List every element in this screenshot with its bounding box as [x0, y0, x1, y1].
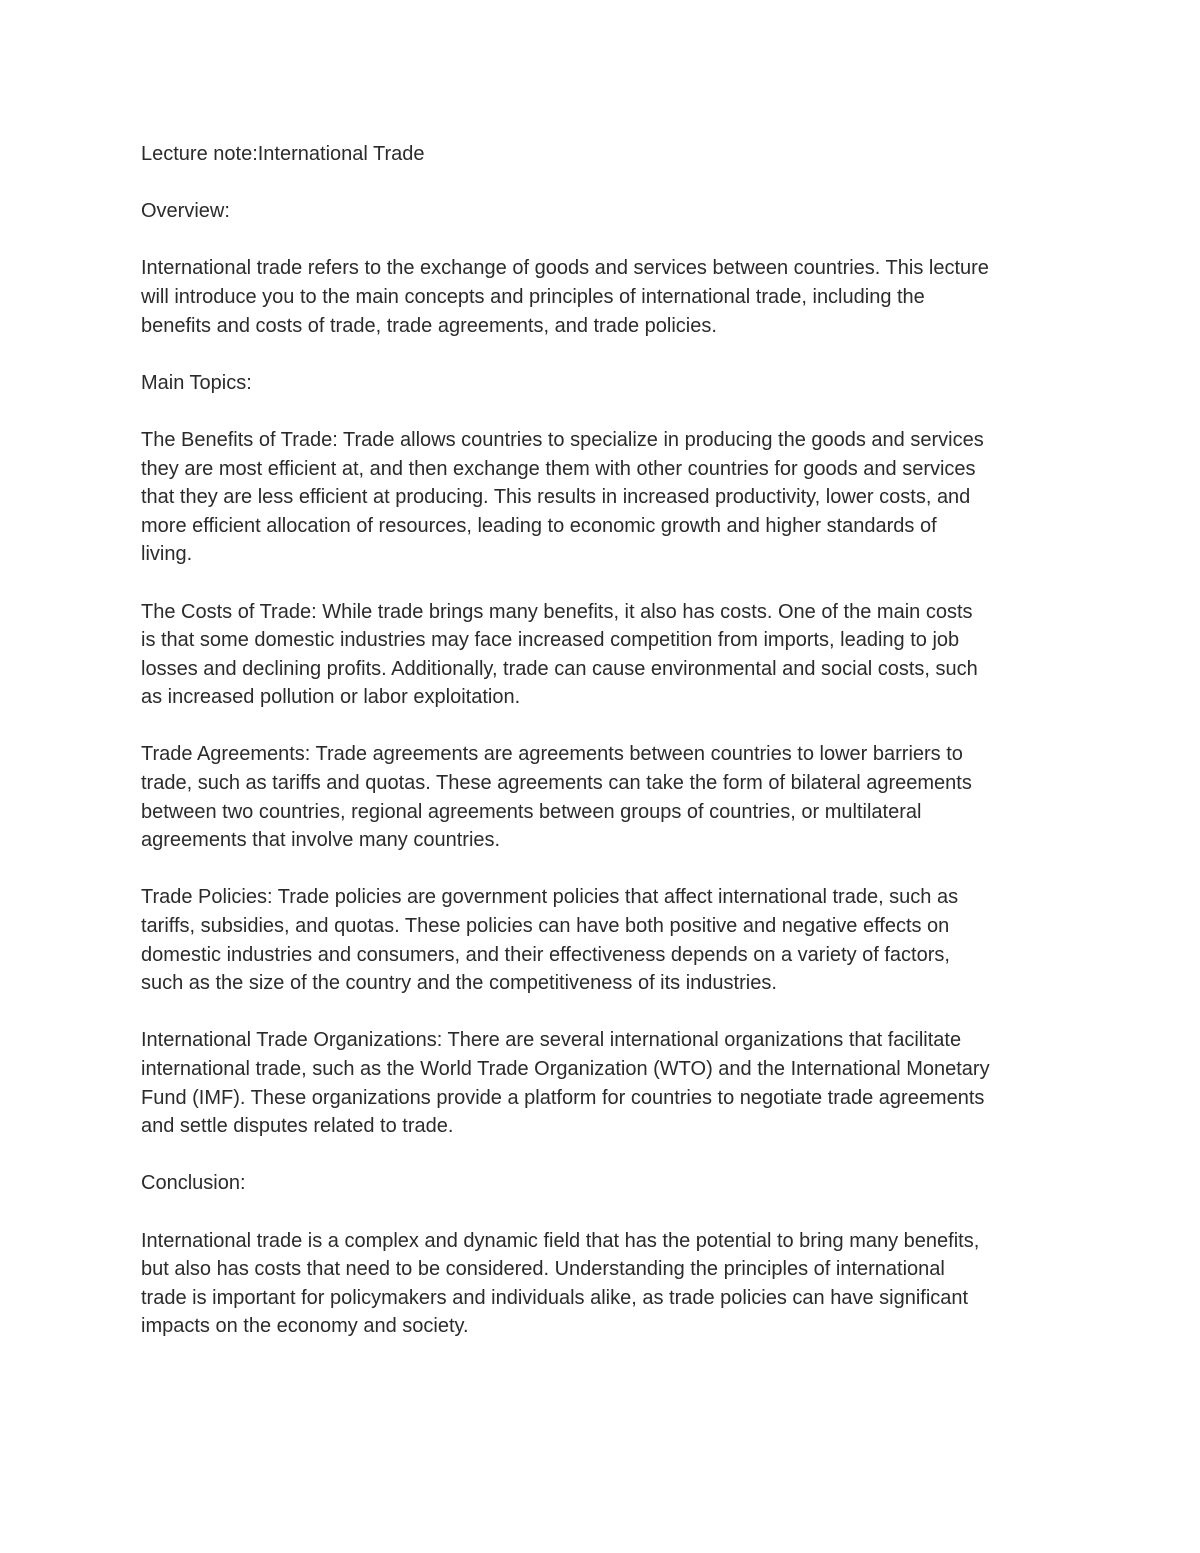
paragraph-line: losses and declining profits. Additionally, trade can cause environmental and social costs, such: [141, 657, 978, 680]
paragraph-line: The Benefits of Trade: Trade allows countries to specialize in producing the goods and services: [141, 428, 984, 451]
paragraph-line: domestic industries and consumers, and their effectiveness depends on a variety of factors,: [141, 943, 950, 966]
paragraph-line: and settle disputes related to trade.: [141, 1115, 454, 1138]
overview-paragraph: [141, 254, 1071, 340]
paragraph-line: International trade is a complex and dynamic field that has the potential to bring many benefits,: [141, 1229, 980, 1252]
paragraph-line: that they are less efficient at producing. This results in increased productivity, lower costs, and: [141, 486, 971, 509]
paragraph-line: they are most efficient at, and then exchange them with other countries for goods and services: [141, 457, 976, 480]
topic-trade-agreements: [141, 740, 1071, 854]
paragraph-line: will introduce you to the main concepts and principles of international trade, including the: [141, 285, 925, 308]
overview-heading-block: [141, 197, 1071, 226]
paragraph-line: International Trade Organizations: There are several international organizations that facilitate: [141, 1029, 962, 1052]
document-page: [141, 140, 1071, 1370]
paragraph-line: benefits and costs of trade, trade agreements, and trade policies.: [141, 314, 717, 337]
topic-trade-policies: [141, 883, 1071, 997]
paragraph-line: Fund (IMF). These organizations provide a platform for countries to negotiate trade agreements: [141, 1086, 985, 1109]
topic-benefits-of-trade: [141, 426, 1071, 569]
paragraph-line: trade is important for policymakers and individuals alike, as trade policies can have significant: [141, 1286, 969, 1309]
overview-heading: Overview:: [141, 200, 230, 223]
document-title: Lecture note:International Trade: [141, 143, 425, 165]
document-title-block: [141, 140, 1071, 169]
paragraph-line: more efficient allocation of resources, leading to economic growth and higher standards of: [141, 514, 937, 537]
main-topics-heading: Main Topics:: [141, 371, 252, 394]
paragraph-line: Trade Policies: Trade policies are government policies that affect international trade, such as: [141, 886, 959, 909]
paragraph-line: living.: [141, 543, 193, 566]
paragraph-line: agreements that involve many countries.: [141, 829, 501, 852]
paragraph-line: international trade, such as the World Trade Organization (WTO) and the International Monetary: [141, 1058, 990, 1080]
paragraph-line: as increased pollution or labor exploitation.: [141, 686, 521, 709]
conclusion-heading: Conclusion:: [141, 1172, 246, 1195]
paragraph-line: Trade Agreements: Trade agreements are agreements between countries to lower barriers to: [141, 743, 963, 766]
topic-costs-of-trade: [141, 598, 1071, 712]
paragraph-line: such as the size of the country and the competitiveness of its industries.: [141, 972, 777, 995]
paragraph-line: but also has costs that need to be considered. Understanding the principles of international: [141, 1258, 945, 1281]
paragraph-line: between two countries, regional agreements between groups of countries, or multilateral: [141, 800, 922, 823]
paragraph-line: is that some domestic industries may face increased competition from imports, leading to job: [141, 629, 960, 652]
paragraph-line: tariffs, subsidies, and quotas. These policies can have both positive and negative effects on: [141, 915, 950, 938]
conclusion-paragraph: [141, 1227, 1071, 1341]
paragraph-line: The Costs of Trade: While trade brings many benefits, it also has costs. One of the main costs: [141, 600, 973, 623]
main-topics-heading-block: [141, 369, 1071, 398]
conclusion-heading-block: [141, 1169, 1071, 1198]
paragraph-line: impacts on the economy and society.: [141, 1315, 469, 1338]
topic-trade-organizations: [141, 1026, 1071, 1140]
paragraph-line: trade, such as tariffs and quotas. These agreements can take the form of bilateral agreements: [141, 772, 972, 795]
paragraph-line: International trade refers to the exchange of goods and services between countries. This lecture: [141, 257, 989, 280]
